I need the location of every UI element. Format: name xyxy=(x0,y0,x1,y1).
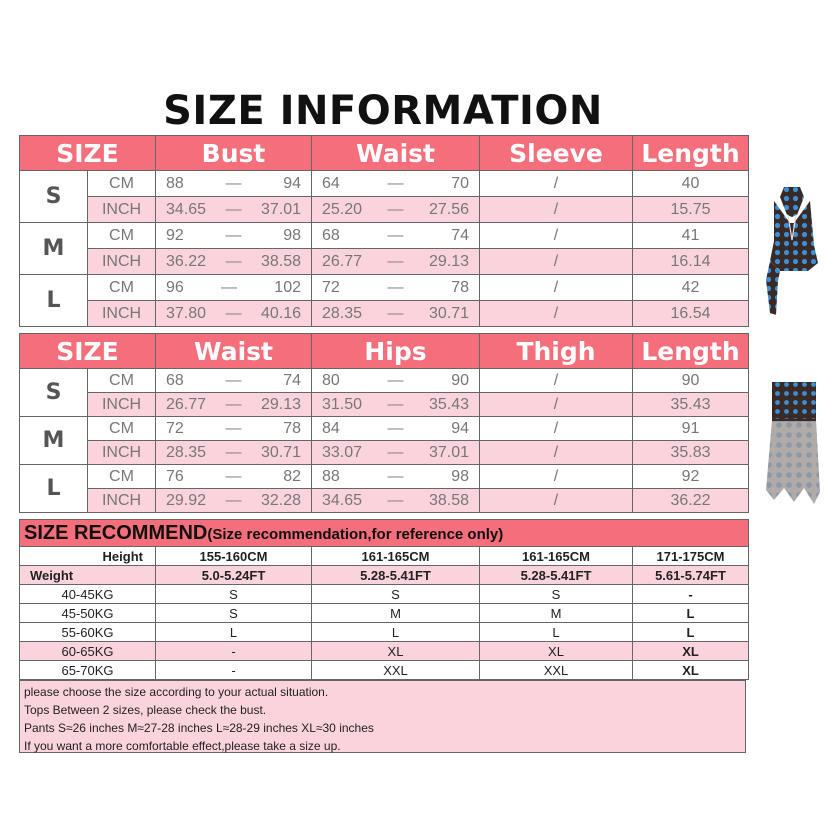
unit-label: INCH xyxy=(88,489,156,513)
range-dash: — xyxy=(225,304,242,322)
range-min: 84 xyxy=(322,419,340,437)
size-label: S xyxy=(20,171,88,223)
recommended-size: XXL xyxy=(312,661,480,680)
range-dash: — xyxy=(225,443,242,461)
range-max: 30.71 xyxy=(428,304,469,322)
range-cell xyxy=(312,275,480,301)
top-garment-image xyxy=(764,185,824,320)
range-dash: — xyxy=(387,252,404,270)
header-size: SIZE xyxy=(20,136,156,171)
unit-label: INCH xyxy=(88,393,156,417)
range-max: 98 xyxy=(451,467,469,485)
range-dash: — xyxy=(225,252,242,270)
range-max: 32.28 xyxy=(260,491,301,509)
range-max: 70 xyxy=(451,174,469,192)
header-waist: Waist xyxy=(312,136,480,171)
range-min: 25.20 xyxy=(322,200,363,218)
weight-size-row xyxy=(20,642,749,661)
recommended-size: M xyxy=(312,604,480,623)
length-cell: 40 xyxy=(633,171,749,197)
size-row-m-inch xyxy=(20,249,749,275)
size-row-m-inch xyxy=(20,441,749,465)
range-dash: — xyxy=(387,443,404,461)
range-min: 88 xyxy=(166,174,184,192)
range-max: 102 xyxy=(274,278,301,296)
recommended-size: M xyxy=(480,604,633,623)
recommend-banner xyxy=(20,520,749,547)
range-cell xyxy=(312,465,480,489)
unit-label: CM xyxy=(88,275,156,301)
length-cell: 35.83 xyxy=(633,441,749,465)
range-max: 29.13 xyxy=(428,252,469,270)
range-cell xyxy=(156,249,312,275)
range-cell xyxy=(156,417,312,441)
slash-cell: / xyxy=(480,301,633,327)
range-dash: — xyxy=(387,419,404,437)
range-cell xyxy=(312,301,480,327)
range-min: 34.65 xyxy=(322,491,363,509)
size-row-l-cm xyxy=(20,275,749,301)
slash-cell: / xyxy=(480,441,633,465)
range-cell xyxy=(156,441,312,465)
range-cell xyxy=(156,275,312,301)
range-max: 38.58 xyxy=(260,252,301,270)
range-dash: — xyxy=(387,278,404,296)
range-min: 28.35 xyxy=(166,443,207,461)
range-min: 64 xyxy=(322,174,340,192)
range-cell xyxy=(312,393,480,417)
weight-cell: 5.61-5.74FT xyxy=(633,566,749,585)
skirt-garment-image xyxy=(764,380,824,510)
range-dash: — xyxy=(225,395,242,413)
slash-cell: / xyxy=(480,197,633,223)
range-min: 29.92 xyxy=(166,491,207,509)
note-line: Tops Between 2 sizes, please check the bust. xyxy=(24,703,267,717)
recommended-size: - xyxy=(633,585,749,604)
length-cell: 16.14 xyxy=(633,249,749,275)
header-thigh: Thigh xyxy=(480,334,633,369)
range-max: 37.01 xyxy=(260,200,301,218)
weight-size-row xyxy=(20,623,749,642)
size-label: M xyxy=(20,223,88,275)
range-cell xyxy=(312,369,480,393)
height-cell: 171-175CM xyxy=(633,547,749,566)
range-dash: — xyxy=(387,174,404,192)
weight-cell: 5.0-5.24FT xyxy=(156,566,312,585)
range-dash: — xyxy=(387,371,404,389)
page-title: SIZE INFORMATION xyxy=(163,88,603,134)
size-row-s-cm xyxy=(20,171,749,197)
range-min: 37.80 xyxy=(166,304,207,322)
range-min: 68 xyxy=(322,226,340,244)
length-cell: 91 xyxy=(633,417,749,441)
range-min: 26.77 xyxy=(166,395,207,413)
unit-label: INCH xyxy=(88,441,156,465)
recommended-size: L xyxy=(633,604,749,623)
weight-size-row xyxy=(20,661,749,680)
range-cell xyxy=(312,441,480,465)
range-cell xyxy=(156,171,312,197)
range-dash: — xyxy=(387,304,404,322)
weight-range: 45-50KG xyxy=(20,604,156,623)
slash-cell: / xyxy=(480,223,633,249)
range-min: 92 xyxy=(166,226,184,244)
header-size: SIZE xyxy=(20,334,156,369)
size-label: L xyxy=(20,275,88,327)
height-cell: 161-165CM xyxy=(312,547,480,566)
range-max: 74 xyxy=(451,226,469,244)
slash-cell: / xyxy=(480,465,633,489)
range-dash: — xyxy=(225,371,242,389)
recommended-size: S xyxy=(156,585,312,604)
range-dash: — xyxy=(387,467,404,485)
recommended-size: XL xyxy=(312,642,480,661)
note-line: If you want a more comfortable effect,please take a size up. xyxy=(24,739,341,753)
header-bust: Bust xyxy=(156,136,312,171)
range-dash: — xyxy=(225,467,242,485)
unit-label: INCH xyxy=(88,249,156,275)
weight-size-row xyxy=(20,585,749,604)
range-cell xyxy=(312,417,480,441)
range-dash: — xyxy=(387,395,404,413)
size-row-l-cm xyxy=(20,465,749,489)
header-sleeve: Sleeve xyxy=(480,136,633,171)
length-cell: 15.75 xyxy=(633,197,749,223)
tops-header-row xyxy=(20,136,749,171)
size-row-m-cm xyxy=(20,223,749,249)
length-cell: 35.43 xyxy=(633,393,749,417)
length-cell: 36.22 xyxy=(633,489,749,513)
tops-size-table xyxy=(19,135,749,327)
slash-cell: / xyxy=(480,393,633,417)
range-dash: — xyxy=(221,278,238,296)
header-hips: Hips xyxy=(312,334,480,369)
height-row xyxy=(20,547,749,566)
range-max: 35.43 xyxy=(428,395,469,413)
range-min: 26.77 xyxy=(322,252,363,270)
notes-box xyxy=(19,680,746,753)
note-line: Pants S≈26 inches M≈27-28 inches L≈28-29 inches XL≈30 inches xyxy=(24,721,374,735)
range-dash: — xyxy=(387,226,404,244)
bottoms-header-row xyxy=(20,334,749,369)
height-cell: 155-160CM xyxy=(156,547,312,566)
range-min: 80 xyxy=(322,371,340,389)
range-max: 40.16 xyxy=(260,304,301,322)
recommended-size: S xyxy=(480,585,633,604)
range-max: 30.71 xyxy=(260,443,301,461)
range-min: 72 xyxy=(166,419,184,437)
weight-cell: 5.28-5.41FT xyxy=(312,566,480,585)
unit-label: INCH xyxy=(88,197,156,223)
range-max: 78 xyxy=(451,278,469,296)
range-min: 76 xyxy=(166,467,184,485)
recommended-size: - xyxy=(156,642,312,661)
size-row-l-inch xyxy=(20,489,749,513)
recommended-size: S xyxy=(312,585,480,604)
range-cell xyxy=(312,223,480,249)
recommended-size: S xyxy=(156,604,312,623)
range-min: 96 xyxy=(166,278,184,296)
range-dash: — xyxy=(225,491,242,509)
range-min: 68 xyxy=(166,371,184,389)
range-cell xyxy=(312,489,480,513)
range-max: 74 xyxy=(283,371,301,389)
slash-cell: / xyxy=(480,249,633,275)
note-line: please choose the size according to your actual situation. xyxy=(24,685,329,699)
range-cell xyxy=(156,369,312,393)
recommended-size: XL xyxy=(633,642,749,661)
slash-cell: / xyxy=(480,417,633,441)
unit-label: CM xyxy=(88,171,156,197)
header-waist: Waist xyxy=(156,334,312,369)
unit-label: CM xyxy=(88,417,156,441)
length-cell: 42 xyxy=(633,275,749,301)
range-min: 34.65 xyxy=(166,200,207,218)
range-max: 94 xyxy=(451,419,469,437)
range-max: 38.58 xyxy=(428,491,469,509)
unit-label: CM xyxy=(88,223,156,249)
bottoms-size-table xyxy=(19,333,749,513)
header-length: Length xyxy=(633,136,749,171)
length-cell: 16.54 xyxy=(633,301,749,327)
unit-label: CM xyxy=(88,369,156,393)
length-cell: 41 xyxy=(633,223,749,249)
recommended-size: XXL xyxy=(480,661,633,680)
length-cell: 92 xyxy=(633,465,749,489)
height-label: Height xyxy=(20,547,156,566)
range-dash: — xyxy=(387,200,404,218)
weight-cell: 5.28-5.41FT xyxy=(480,566,633,585)
range-cell xyxy=(312,171,480,197)
range-max: 82 xyxy=(283,467,301,485)
range-cell xyxy=(312,249,480,275)
slash-cell: / xyxy=(480,275,633,301)
range-dash: — xyxy=(225,200,242,218)
range-max: 78 xyxy=(283,419,301,437)
size-label: M xyxy=(20,417,88,465)
range-min: 72 xyxy=(322,278,340,296)
range-max: 98 xyxy=(283,226,301,244)
slash-cell: / xyxy=(480,369,633,393)
weight-range: 40-45KG xyxy=(20,585,156,604)
range-cell xyxy=(156,197,312,223)
recommended-size: L xyxy=(312,623,480,642)
weight-label: Weight xyxy=(20,566,156,585)
recommended-size: - xyxy=(156,661,312,680)
size-row-s-inch xyxy=(20,197,749,223)
weight-range: 65-70KG xyxy=(20,661,156,680)
size-label: L xyxy=(20,465,88,513)
header-length: Length xyxy=(633,334,749,369)
range-cell xyxy=(156,465,312,489)
recommended-size: L xyxy=(156,623,312,642)
recommend-title: SIZE RECOMMEND xyxy=(24,521,208,544)
range-cell xyxy=(156,223,312,249)
weight-size-row xyxy=(20,604,749,623)
range-min: 33.07 xyxy=(322,443,363,461)
range-dash: — xyxy=(225,419,242,437)
weight-range: 55-60KG xyxy=(20,623,156,642)
length-cell: 90 xyxy=(633,369,749,393)
size-recommend-table xyxy=(19,519,749,680)
range-cell xyxy=(156,489,312,513)
range-cell xyxy=(156,393,312,417)
range-cell xyxy=(312,197,480,223)
recommended-size: XL xyxy=(633,661,749,680)
range-min: 31.50 xyxy=(322,395,363,413)
range-dash: — xyxy=(387,491,404,509)
range-min: 28.35 xyxy=(322,304,363,322)
recommend-subtitle: (Size recommendation,for reference only) xyxy=(207,525,504,543)
size-row-s-cm xyxy=(20,369,749,393)
size-label: S xyxy=(20,369,88,417)
range-max: 90 xyxy=(451,371,469,389)
slash-cell: / xyxy=(480,171,633,197)
range-max: 29.13 xyxy=(260,395,301,413)
recommended-size: L xyxy=(633,623,749,642)
range-max: 27.56 xyxy=(428,200,469,218)
range-dash: — xyxy=(225,174,242,192)
range-dash: — xyxy=(225,226,242,244)
range-max: 37.01 xyxy=(428,443,469,461)
weight-range: 60-65KG xyxy=(20,642,156,661)
range-cell xyxy=(156,301,312,327)
size-row-s-inch xyxy=(20,393,749,417)
slash-cell: / xyxy=(480,489,633,513)
height-cell: 161-165CM xyxy=(480,547,633,566)
weight-row xyxy=(20,566,749,585)
range-max: 94 xyxy=(283,174,301,192)
unit-label: INCH xyxy=(88,301,156,327)
unit-label: CM xyxy=(88,465,156,489)
size-row-l-inch xyxy=(20,301,749,327)
range-min: 36.22 xyxy=(166,252,207,270)
recommended-size: L xyxy=(480,623,633,642)
recommended-size: XL xyxy=(480,642,633,661)
range-min: 88 xyxy=(322,467,340,485)
size-row-m-cm xyxy=(20,417,749,441)
